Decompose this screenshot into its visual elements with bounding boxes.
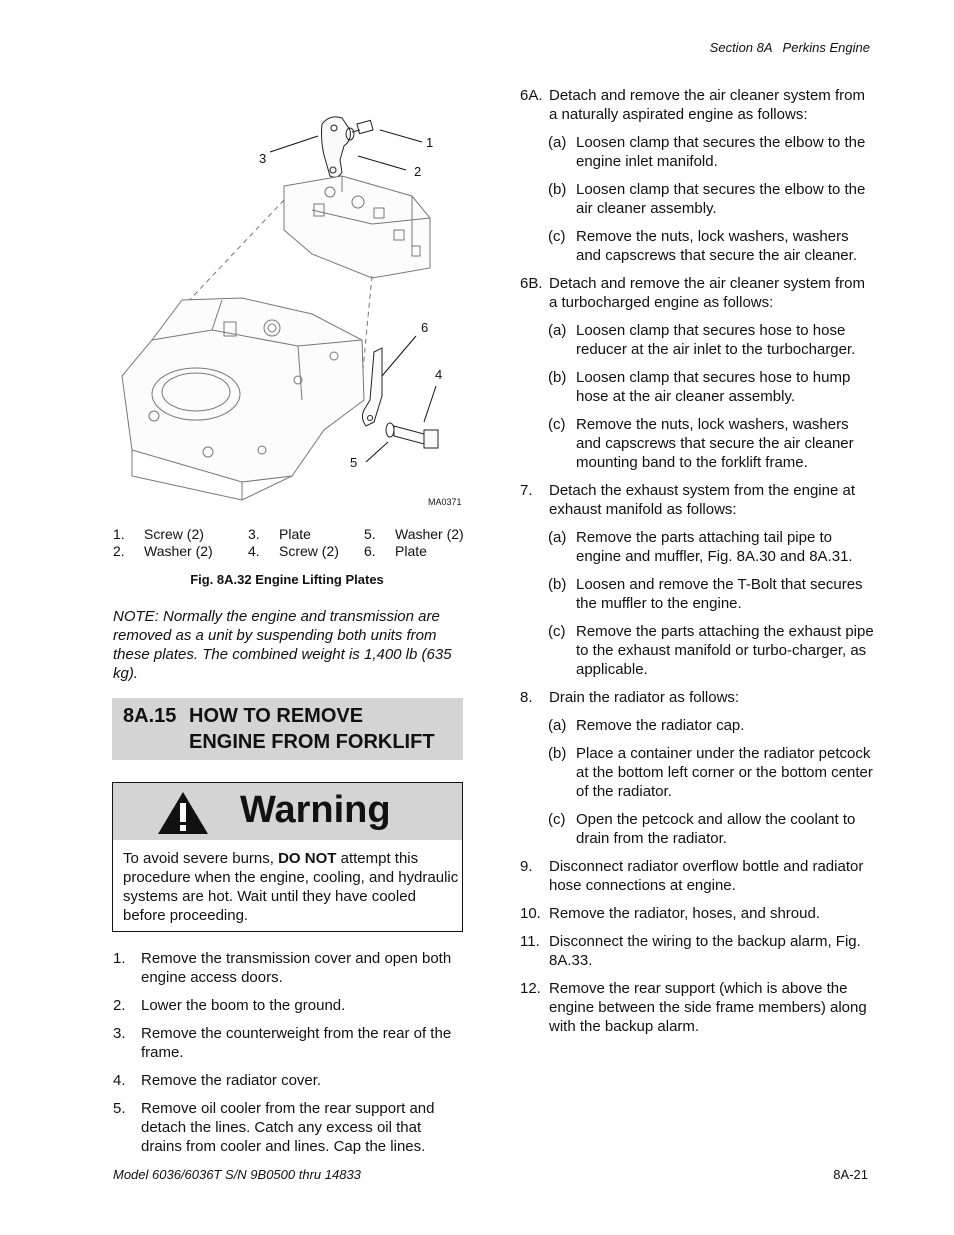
steps-left-column <box>113 949 465 1165</box>
substep-item <box>548 321 875 359</box>
figure-caption: Fig. 8A.32 Engine Lifting Plates <box>190 572 384 587</box>
callout-6: 6 <box>421 320 429 335</box>
engine-lifting-plates-figure <box>112 100 464 515</box>
substep-letter: (a) <box>548 717 567 734</box>
step-number: 2. <box>113 997 126 1014</box>
legend-number: 4. <box>248 543 260 559</box>
step-text: Remove oil cooler from the rear support and detach the lines. Catch any excess oil that drains from cooler and lines. Cap the lines. <box>141 1100 435 1155</box>
step-item <box>113 1071 465 1090</box>
substep-item <box>548 528 875 566</box>
substep-item <box>548 716 875 735</box>
substep-letter: (c) <box>548 416 566 433</box>
substep-letter: (a) <box>548 134 567 151</box>
substep-item <box>548 227 875 265</box>
engine-illustration <box>112 100 464 515</box>
callout-1: 1 <box>426 135 434 150</box>
step-number: 6B. <box>520 275 543 292</box>
step-text: Detach the exhaust system from the engine at exhaust manifold as follows: <box>549 482 855 518</box>
legend-text: Screw (2) <box>279 543 339 559</box>
legend-row <box>113 526 473 543</box>
substep-letter: (c) <box>548 811 566 828</box>
step-number: 11. <box>520 933 540 950</box>
step-text: Remove the counterweight from the rear of the frame. <box>141 1025 452 1061</box>
note-text: NOTE: Normally the engine and transmission are removed as a unit by suspending both units from these plates. The combined weight is 1,400 lb (635 kg). <box>113 608 452 682</box>
warning-title: Warning <box>240 789 391 831</box>
substep-text: Loosen clamp that secures hose to hose reducer at the air inlet to the turbocharger. <box>576 322 856 358</box>
legend-text: Plate <box>279 526 311 542</box>
substep-text: Place a container under the radiator petcock at the bottom left corner or the bottom center of the radiator. <box>576 745 873 800</box>
legend-number: 1. <box>113 526 125 542</box>
page-header <box>700 40 870 55</box>
steps-right-column <box>520 86 875 1045</box>
callout-2: 2 <box>414 164 422 179</box>
substep-item <box>548 368 875 406</box>
legend-number: 5. <box>364 526 376 542</box>
step-number: 5. <box>113 1100 126 1117</box>
substep-item <box>548 415 875 472</box>
step-text: Remove the rear support (which is above the engine between the side frame members) along with the backup alarm. <box>549 980 867 1035</box>
substep-item <box>548 180 875 218</box>
step-number: 10. <box>520 905 541 922</box>
substep-text: Remove the radiator cap. <box>576 717 745 734</box>
substep-text: Remove the nuts, lock washers, washers and capscrews that secure the air cleaner. <box>576 228 857 264</box>
legend-number: 6. <box>364 543 376 559</box>
step-text: Remove the radiator, hoses, and shroud. <box>549 905 820 922</box>
step-item <box>520 857 875 895</box>
step-item <box>520 904 875 923</box>
legend-number: 2. <box>113 543 125 559</box>
substep-item <box>548 622 875 679</box>
substep-item <box>548 575 875 613</box>
substep-letter: (b) <box>548 369 567 386</box>
step-item <box>113 1024 465 1062</box>
callout-4: 4 <box>435 367 443 382</box>
step-item <box>520 688 875 707</box>
step-text: Remove the transmission cover and open both engine access doors. <box>141 950 452 986</box>
substep-letter: (b) <box>548 745 567 762</box>
section-heading <box>112 698 463 760</box>
header-title: Perkins Engine <box>782 40 870 55</box>
section-number: 8A.15 <box>123 705 177 727</box>
warning-text <box>123 849 459 925</box>
step-number: 7. <box>520 482 533 499</box>
step-number: 12. <box>520 980 541 997</box>
header-section: Section 8A <box>709 40 773 55</box>
figure-legend <box>113 526 473 560</box>
step-text: Detach and remove the air cleaner system from a naturally aspirated engine as follows: <box>549 87 865 123</box>
step-number: 8. <box>520 689 533 706</box>
substep-letter: (a) <box>548 529 567 546</box>
callout-3: 3 <box>259 151 267 166</box>
substep-item <box>548 133 875 171</box>
substep-letter: (b) <box>548 181 567 198</box>
substep-text: Remove the parts attaching tail pipe to engine and muffler, Fig. 8A.30 and 8A.31. <box>576 529 853 565</box>
step-item <box>520 979 875 1036</box>
substep-text: Open the petcock and allow the coolant to drain from the radiator. <box>576 811 856 847</box>
step-text: Disconnect the wiring to the backup alarm, Fig. 8A.33. <box>549 933 861 969</box>
substep-text: Loosen and remove the T-Bolt that secures the muffler to the engine. <box>576 576 863 612</box>
step-number: 1. <box>113 950 126 967</box>
step-text: Disconnect radiator overflow bottle and radiator hose connections at engine. <box>549 858 864 894</box>
step-text: Lower the boom to the ground. <box>141 997 346 1014</box>
substep-text: Loosen clamp that secures hose to hump hose at the air cleaner assembly. <box>576 369 851 405</box>
substep-text: Loosen clamp that secures the elbow to the engine inlet manifold. <box>576 134 866 170</box>
legend-row <box>113 543 473 560</box>
legend-text: Plate <box>395 543 427 559</box>
step-item <box>113 949 465 987</box>
substep-item <box>548 744 875 801</box>
warning-triangle-icon <box>157 791 209 835</box>
substep-letter: (b) <box>548 576 567 593</box>
warning-emphasis: DO NOT <box>278 850 337 867</box>
step-item <box>113 1099 465 1156</box>
step-text: Drain the radiator as follows: <box>549 689 740 706</box>
legend-number: 3. <box>248 526 260 542</box>
substep-text: Remove the nuts, lock washers, washers and capscrews that secure the air cleaner mounting band to the forklift frame. <box>576 416 854 471</box>
step-number: 6A. <box>520 87 543 104</box>
step-text: Detach and remove the air cleaner system from a turbocharged engine as follows: <box>549 275 865 311</box>
figure-code: MA0371 <box>428 497 462 507</box>
step-item <box>113 996 465 1015</box>
step-text: Remove the radiator cover. <box>141 1072 322 1089</box>
step-number: 3. <box>113 1025 126 1042</box>
warning-box <box>112 782 463 932</box>
footer-model: Model 6036/6036T S/N 9B0500 thru 14833 <box>113 1167 361 1182</box>
legend-text: Washer (2) <box>144 543 213 559</box>
substep-letter: (a) <box>548 322 567 339</box>
substep-text: Loosen clamp that secures the elbow to the air cleaner assembly. <box>576 181 866 217</box>
section-title-line2: ENGINE FROM FORKLIFT <box>189 731 435 753</box>
step-number: 4. <box>113 1072 126 1089</box>
step-item <box>520 481 875 519</box>
legend-text: Screw (2) <box>144 526 204 542</box>
step-number: 9. <box>520 858 533 875</box>
step-item <box>520 932 875 970</box>
section-title-line1: HOW TO REMOVE <box>189 705 364 727</box>
warning-text-after: attempt this procedure when the engine, cooling, and hydraulic systems are hot. Wait until they have cooled before proceeding. <box>123 850 459 924</box>
legend-text: Washer (2) <box>395 526 464 542</box>
step-item <box>520 86 875 124</box>
substep-letter: (c) <box>548 623 566 640</box>
callout-5: 5 <box>350 455 358 470</box>
step-item <box>520 274 875 312</box>
footer-page-number: 8A-21 <box>833 1167 868 1182</box>
substep-item <box>548 810 875 848</box>
warning-text-before: To avoid severe burns, <box>123 850 279 867</box>
substep-letter: (c) <box>548 228 566 245</box>
substep-text: Remove the parts attaching the exhaust pipe to the exhaust manifold or turbo-charger, as applicable. <box>576 623 874 678</box>
